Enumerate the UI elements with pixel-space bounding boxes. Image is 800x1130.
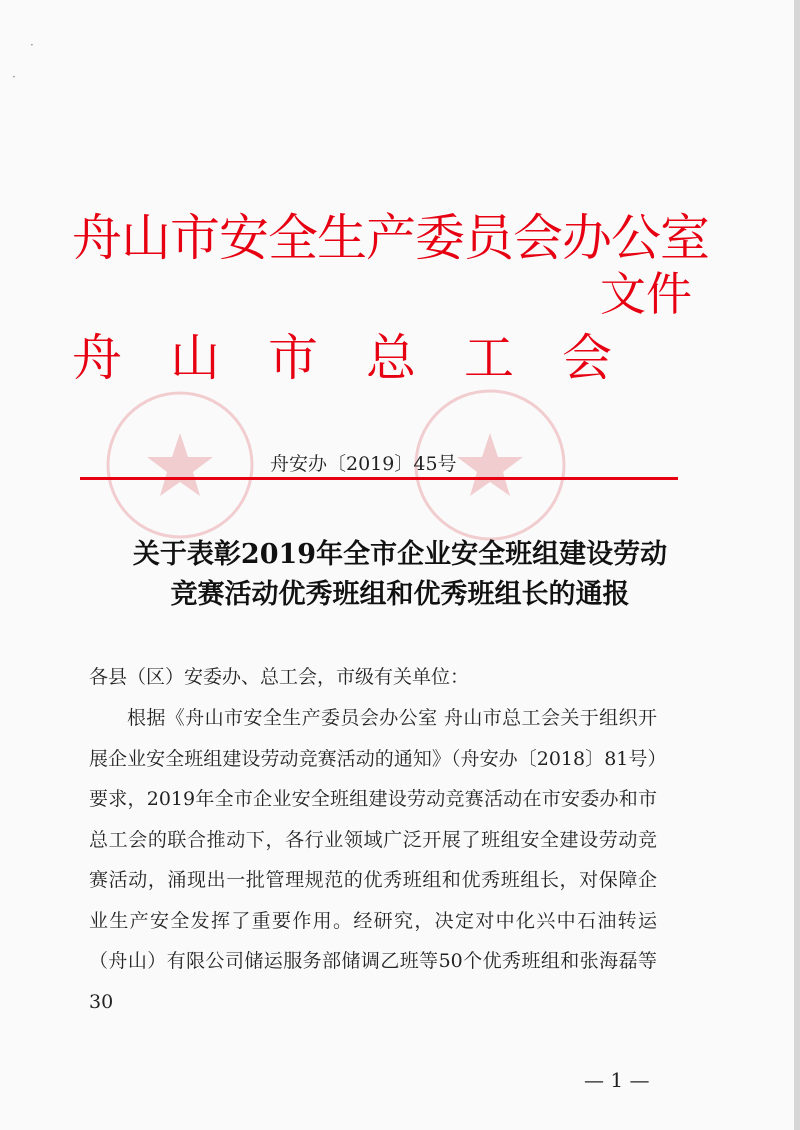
salutation: 各县（区）安委办、总工会，市级有关单位：: [89, 666, 470, 688]
document-number: 舟安办〔2019〕45号: [270, 453, 457, 475]
red-separator-line: [80, 477, 678, 480]
body-paragraph: 根据《舟山市安全生产委员会办公室 舟山市总工会关于组织开展企业安全班组建设劳动竞赛活动的通知》（舟安办〔2018〕81号）要求，2019年全市企业安全班组建设劳动竞赛活动在市安委办和市总工会的联合推动下，各行业领域广泛开展了班组安全建设劳动竞赛活动，涌现出一批管理规范的优秀班组和优秀班组长，对保障企业生产安全发挥了重要作用。经研究，决定对中化兴中石油转运（舟山）有限公司储运服务部储调乙班等50个优秀班组和张海磊等30: [89, 707, 657, 1013]
seal-stamp-left: [100, 385, 260, 545]
issuing-org-2: 舟山市总工会: [72, 329, 612, 387]
title-line-2: 竞赛活动优秀班组和优秀班组长的通报: [170, 579, 630, 610]
scan-speck: ·: [30, 38, 34, 52]
doc-type-label: 文件: [600, 267, 692, 321]
page-edge-shadow: [794, 0, 800, 1130]
page-number: — 1 —: [584, 1068, 650, 1092]
scan-speck: ·: [12, 70, 16, 84]
issuing-org-1: 舟山市安全生产委员会办公室: [72, 209, 709, 267]
title-line-1: 关于表彰2019年全市企业安全班组建设劳动: [132, 539, 668, 570]
